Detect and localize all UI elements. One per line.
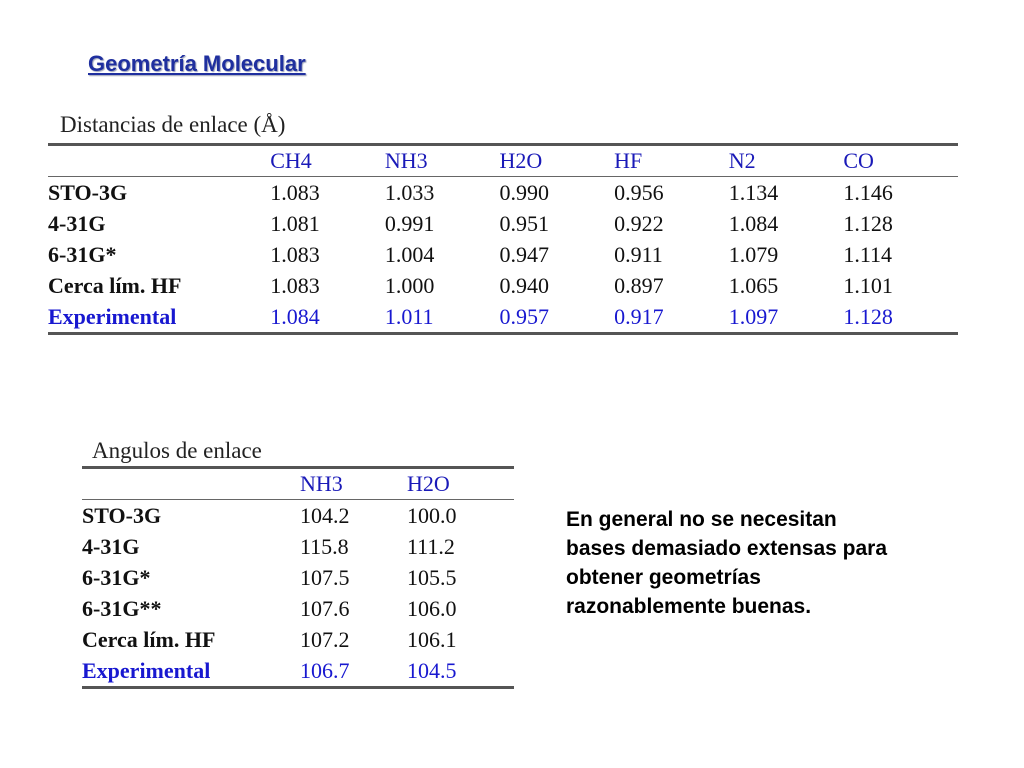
- table-cell: 1.000: [384, 272, 435, 298]
- table-cell: 1.146: [843, 179, 893, 205]
- column-header: NH3: [300, 471, 343, 496]
- table-header-row: [48, 145, 958, 177]
- table-cell: 0.917: [614, 303, 664, 329]
- table-cell: 0.991: [384, 210, 435, 236]
- row-label: 4-31G: [48, 210, 106, 236]
- slide-title: Geometría Molecular: [88, 51, 306, 76]
- table-cell: 0.922: [614, 210, 664, 236]
- table-row: [48, 270, 958, 301]
- table-cell: 105.5: [407, 564, 457, 590]
- table-cell: 104.2: [300, 502, 350, 528]
- row-label: 6-31G**: [82, 595, 162, 621]
- table-cell: 1.011: [384, 303, 434, 329]
- table-cell: 1.097: [728, 303, 779, 329]
- table-cell: 1.128: [843, 210, 893, 236]
- row-label: STO-3G: [82, 502, 162, 528]
- table-cell: 0.951: [499, 210, 549, 236]
- table-cell: 0.956: [614, 179, 664, 205]
- side-note: [566, 505, 976, 621]
- table-cell: 1.114: [843, 241, 893, 267]
- table-cell: 1.065: [728, 272, 779, 298]
- table-cell: 1.084: [270, 303, 320, 329]
- table-cell: 107.5: [300, 564, 350, 590]
- row-label: Cerca lím. HF: [82, 626, 216, 652]
- table-cell: 107.2: [300, 626, 350, 652]
- table-row: [48, 208, 958, 239]
- table-row-experimental: [82, 655, 514, 688]
- table-cell: 0.947: [499, 241, 549, 267]
- column-header: CO: [843, 148, 874, 173]
- table-cell: 1.081: [270, 210, 320, 236]
- row-label: Cerca lím. HF: [48, 272, 182, 298]
- table-cell: 1.079: [728, 241, 779, 267]
- table-cell: 106.1: [407, 626, 457, 652]
- bond-angles-caption: Angulos de enlace: [92, 438, 262, 463]
- row-label: Experimental: [48, 303, 177, 329]
- table-cell: 0.911: [614, 241, 663, 267]
- table-cell: 106.7: [300, 657, 350, 683]
- table-cell: 1.083: [270, 241, 320, 267]
- table-row: [48, 239, 958, 270]
- header-empty: [48, 145, 270, 177]
- row-label: 6-31G*: [48, 241, 117, 267]
- row-label: 6-31G*: [82, 564, 151, 590]
- bond-angles-table: [82, 466, 514, 689]
- table-row: [82, 500, 514, 532]
- table-cell: 1.128: [843, 303, 893, 329]
- table-header-row: [82, 468, 514, 500]
- table-row: [82, 562, 514, 593]
- note-line: bases demasiado extensas para: [566, 537, 888, 560]
- row-label: 4-31G: [82, 533, 140, 559]
- table-row: [82, 624, 514, 655]
- note-line: obtener geometrías: [566, 566, 761, 589]
- bond-distances-table: [48, 143, 958, 335]
- row-label: STO-3G: [48, 179, 128, 205]
- table-cell: 107.6: [300, 595, 350, 621]
- column-header: N2: [728, 148, 756, 173]
- table-cell: 100.0: [407, 502, 457, 528]
- table-cell: 104.5: [407, 657, 457, 683]
- table-cell: 0.897: [614, 272, 664, 298]
- table-cell: 0.990: [499, 179, 549, 205]
- bond-distances-caption: Distancias de enlace (Å): [60, 112, 286, 137]
- table-row: [82, 593, 514, 624]
- column-header: H2O: [407, 471, 450, 496]
- header-empty: [82, 468, 300, 500]
- table-cell: 111.2: [407, 533, 455, 559]
- table-cell: 1.134: [728, 179, 779, 205]
- table-row-experimental: [48, 301, 958, 334]
- table-cell: 106.0: [407, 595, 457, 621]
- table-cell: 0.940: [499, 272, 549, 298]
- column-header: NH3: [384, 148, 428, 173]
- note-line: En general no se necesitan: [566, 508, 837, 531]
- table-cell: 115.8: [300, 533, 349, 559]
- table-row: [48, 177, 958, 209]
- table-cell: 1.083: [270, 272, 320, 298]
- row-label: Experimental: [82, 657, 211, 683]
- table-cell: 1.083: [270, 179, 320, 205]
- table-cell: 1.033: [384, 179, 435, 205]
- column-header: H2O: [499, 148, 543, 173]
- table-cell: 1.084: [728, 210, 779, 236]
- note-line: razonablemente buenas.: [566, 595, 812, 618]
- table-row: [82, 531, 514, 562]
- table-cell: 1.004: [384, 241, 435, 267]
- column-header: CH4: [270, 148, 312, 173]
- table-cell: 0.957: [499, 303, 549, 329]
- table-cell: 1.101: [843, 272, 893, 298]
- column-header: HF: [614, 148, 643, 173]
